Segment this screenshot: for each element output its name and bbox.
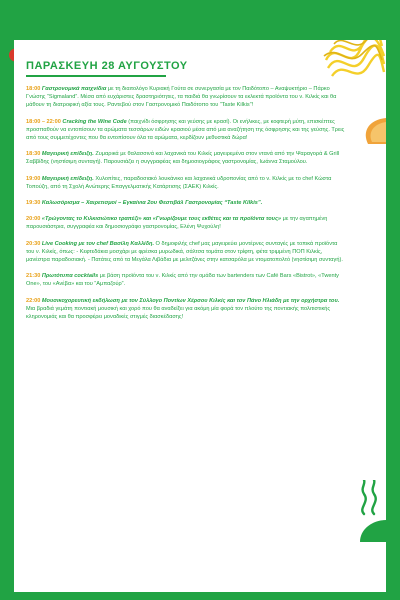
event-title: Cracking the Wine Code xyxy=(62,118,127,125)
event-time: 18:30 xyxy=(26,151,41,158)
event-description: με βάση προϊόντα του ν. Κιλκίς από την ομάδα των bartenders των Café Bars «Bistrot», «Twenty One», του «Ανέβα» και του “Αμπαζούρ”. xyxy=(26,273,339,288)
event-description: Ζυμαρικά με θαλασσινά και λαχανικά του Κιλκίς μαγειρεμένα στον ντανά από την Ψαραγορά & Grill Σαββίδης (νηστίσιμη συνταγή). Παρουσιάζει η συγγραφέας και δημοσιογράφος γαστρονομίας, Ιωάννα Σταμούλου. xyxy=(26,151,340,166)
event-item xyxy=(26,240,346,265)
pasta-icon xyxy=(322,40,386,84)
event-time: 19:30 xyxy=(26,200,41,207)
event-time: 18:00 xyxy=(26,86,41,92)
event-title: Μαγειρική επίδειξη. xyxy=(41,175,94,182)
event-time: 21:30 xyxy=(26,273,41,280)
steam-bowl-icon xyxy=(350,480,386,550)
event-time: 19:00 xyxy=(26,175,41,182)
page-title: ΠΑΡΑΣΚΕΥΗ 28 ΑΥΓΟΥΣΤΟΥ xyxy=(26,60,188,72)
event-title: Μαγειρική επίδειξη. xyxy=(41,151,94,158)
event-description: Χυλοπίτες, παραδοσιακό λουκάνικο και λαχανικά υδροπονίας από το ν. Κιλκίς με το chef Κώστα Τοπούζη, από τη Σχολή Ανώτερης Επαγγελματικής Κατάρτισης (ΣΑΕΚ) Κιλκίς. xyxy=(26,175,332,190)
event-time: 20:00 xyxy=(26,216,41,223)
event-item xyxy=(26,297,346,322)
event-description: με τη διαιτολόγο Κυριακή Γούτα σε συνεργασία με τον Παιδότοπο – Αναψυκτήριο – Πάρκο Γνώσης “Sigmaland”. Μέσα από ευχάριστες δραστηριότητες, τα παιδιά θα γνωρίσουν τα εκλεκτά προϊόντα του ν. Κιλκίς και θα μάθουν τη διατροφική αξία τους. Ραντεβού στον Γαστρονομικό Παιδότοπο του “Taste Kilkis”! xyxy=(26,86,337,109)
event-title: Live Cooking με τον chef Βασίλη Καλλίδη. xyxy=(41,240,154,247)
event-title: Καλωσόρισμα – Χαιρετισμοί – Εγκαίνια 2ου Φεστιβάλ Γαστρονομίας “Taste Kilkis”. xyxy=(41,200,263,207)
event-title: Πρωτότυπα cocktails xyxy=(41,273,99,280)
event-title: «Τρώγοντας το Κιλκισιώτικο τραπέζι» και «Γνωρίζουμε τους εκθέτες και τα προϊόντα τους» xyxy=(41,216,282,223)
event-title: Μουσικοχορευτική εκδήλωση με τον Σύλλογο Ποντίων Χέρσου Κιλκίς και τον Πάνο Ηλιάδη με την ορχήστρα του. xyxy=(41,297,340,304)
event-item xyxy=(26,215,346,231)
event-item xyxy=(26,85,346,110)
event-item xyxy=(26,118,346,143)
event-time: 22:00 xyxy=(26,297,41,304)
title-block xyxy=(26,60,188,77)
event-item xyxy=(26,175,346,191)
event-item xyxy=(26,150,346,166)
events-list xyxy=(26,85,346,329)
event-time: 18:00 – 22:00 xyxy=(26,118,61,125)
event-title: Γαστρονομικά παιχνίδια xyxy=(41,86,107,92)
orange-slice-icon xyxy=(358,116,386,146)
event-description: Μια βραδιά γεμάτη ποντιακή μουσική και χορό που θα αναδείξει για ακόμη μία φορά τον πλούτο της ποντιακής πολιτιστικής κληρονομιάς και θα προσφέρει μοναδικές στιγμές διασκέδασης! xyxy=(26,305,331,321)
event-description: (παιχνίδι όσφρησης και γεύσης με κρασί). Οι ενήλικες, με κοφτερή μύτη, επισκέπτες προσπαθούν να εντοπίσουν τα αρώματα τεσσάρων ειδών κρασιού μέσα από μια αναζήτηση της όσφρησης και της γεύσης. Τρεις από τους συμμετέχοντες που θα εντοπίσουν όλα τα αρώματα, κερδίζουν μεθυστικά δώρα! xyxy=(26,118,345,142)
event-description: Ο δημοφιλής chef μας μαγειρεύει μοντέρνες συνταγές με τοπικά προϊόντα του ν. Κιλκίς, όπως: - Κεφτεδάκια μοσχάρι με φρέσκα μυρωδικά, σάλτσα τομάτα στον τρίφτη, φέτα τριμμένη ΠΟΠ Κιλκίς, μανέστρα παραδοσιακή. - Πατάτες από τα Μεγάλα Λιβάδια με μελιτζάνες στην κατσαρόλα με ντοματοπολτό (νηστίσιμη συνταγή). xyxy=(26,240,343,264)
program-page xyxy=(14,40,386,592)
event-description: με την αγαπημένη παρουσιάστρια, συγγραφέα και δημοσιογράφο γαστρονομίας, Ελένη Ψυχούλη! xyxy=(26,216,328,231)
event-item xyxy=(26,199,346,207)
title-underline xyxy=(26,75,166,77)
event-item xyxy=(26,272,346,288)
event-time: 20:30 xyxy=(26,240,41,247)
